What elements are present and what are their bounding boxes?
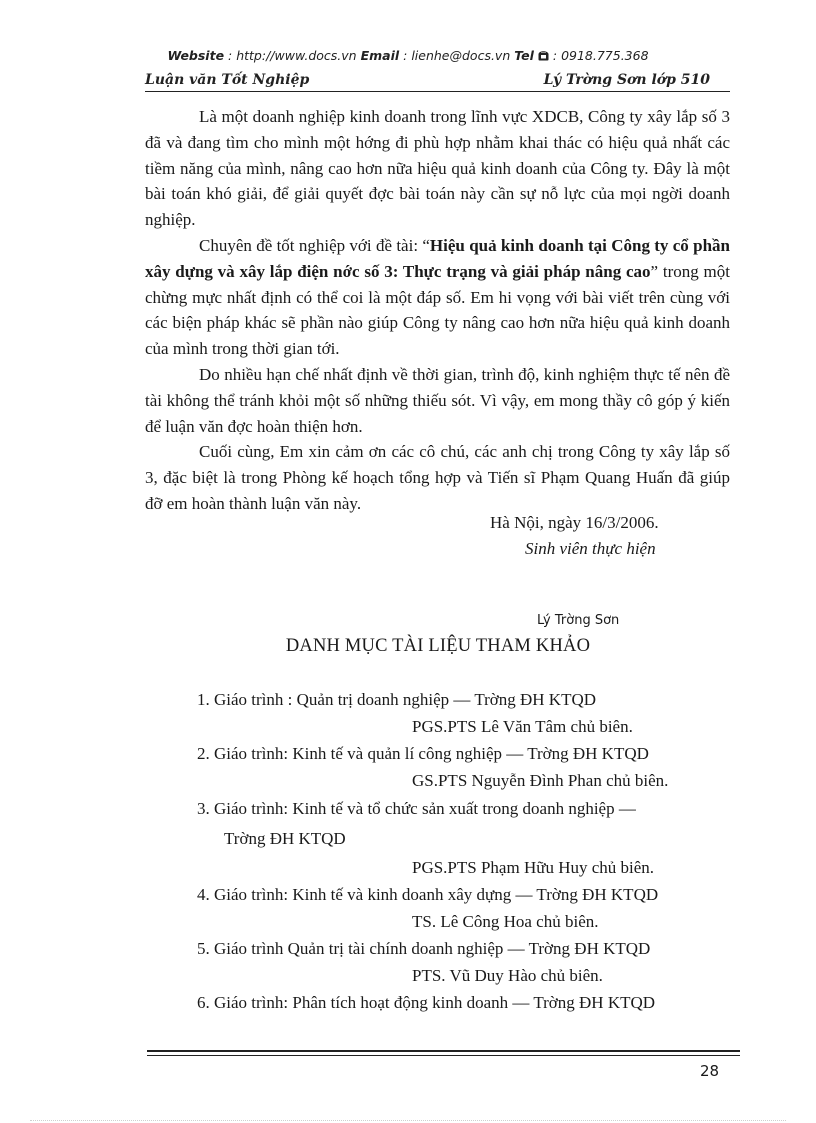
thesis-topic: Hiệu quả kinh doanh tại Công ty cổ phần xây dựng và xây lắp điện nớc số 3: Thực trạng và giải pháp nâng cao — [145, 235, 730, 281]
site-contact-header — [0, 48, 816, 64]
website-label: Website — [167, 48, 225, 63]
signature-place-date: Hà Nội, ngày 16/3/2006. — [490, 513, 659, 532]
references-list — [197, 686, 737, 1016]
page-edge-divider — [30, 1120, 786, 1121]
conclusion-body — [145, 104, 730, 517]
email-value: : lienhe@docs.vn — [399, 48, 515, 63]
paragraph-3: Do nhiều hạn chế nhất định về thời gian, trình độ, kinh nghiệm thực tế nên đề tài không thể tránh khỏi một số những thiếu sót. Vì vậy, em mong thầy cô góp ý kiến để luận văn đợc hoàn thiện hơn. — [145, 364, 730, 436]
paragraph-2 — [145, 233, 730, 362]
reference-text: 3. Giáo trình: Kinh tế và tổ chức sản xuất trong doanh nghiệp — — [197, 799, 636, 818]
reference-text: 1. Giáo trình : Quản trị doanh nghiệp — Trờng ĐH KTQD — [197, 690, 597, 709]
reference-text: 5. Giáo trình Quản trị tài chính doanh nghiệp — Trờng ĐH KTQD — [197, 939, 651, 958]
reference-author: GS.PTS Nguyễn Đình Phan chủ biên. — [412, 771, 669, 790]
reference-item — [197, 794, 737, 881]
email-label: Email — [360, 48, 400, 63]
reference-author: PGS.PTS Lê Văn Tâm chủ biên. — [412, 717, 633, 736]
running-header — [145, 70, 730, 92]
author-class-header: Lý Trờng Sơn lớp 510 — [543, 72, 710, 88]
tel-label: Tel — [514, 48, 534, 63]
references-title: DANH MỤC TÀI LIỆU THAM KHẢO — [285, 636, 591, 656]
reference-text: 4. Giáo trình: Kinh tế và kinh doanh xây dựng — Trờng ĐH KTQD — [197, 885, 659, 904]
reference-text: 2. Giáo trình: Kinh tế và quản lí công nghiệp — Trờng ĐH KTQD — [197, 744, 649, 763]
telephone-icon — [538, 49, 549, 64]
page-number: 28 — [700, 1062, 720, 1080]
footer-rule-thick — [147, 1050, 740, 1052]
reference-author: PTS. Vũ Duy Hào chủ biên. — [412, 966, 603, 985]
reference-item — [197, 989, 737, 1016]
tel-value: : 0918.775.368 — [548, 48, 649, 63]
reference-item — [197, 686, 737, 740]
signature-name: Lý Trờng Sơn — [537, 613, 620, 628]
reference-item — [197, 881, 737, 935]
thesis-title-header: Luận văn Tốt Nghiệp — [145, 72, 310, 88]
reference-author: PGS.PTS Phạm Hữu Huy chủ biên. — [412, 858, 655, 877]
paragraph-4: Cuối cùng, Em xin cảm ơn các cô chú, các anh chị trong Công ty xây lắp số 3, đặc biệt là trong Phòng kế hoạch tổng hợp và Tiến sĩ Phạm Quang Huấn đã giúp đỡ em hoàn thành luận văn này. — [145, 442, 730, 513]
signature-role: Sinh viên thực hiện — [525, 539, 656, 558]
reference-item — [197, 935, 737, 989]
reference-author: TS. Lê Công Hoa chủ biên. — [412, 912, 599, 931]
website-value: : http://www.docs.vn — [224, 48, 361, 63]
footer-rule-thin — [147, 1055, 740, 1056]
paragraph-1: Là một doanh nghiệp kinh doanh trong lĩnh vực XDCB, Công ty xây lắp số 3 đã và đang tìm cho mình một hớng đi phù hợp nhằm khai thác có hiệu quả nhất các tiềm năng của mình, nâng cao hơn nữa hiệu quả kinh doanh của Công ty. Đây là một bài toán khó giải, để giải quyết đợc bài toán này cần sự nỗ lực của mọi ngời doanh nghiệp. — [145, 107, 730, 230]
paragraph-2-lead: Chuyên đề tốt nghiệp với đề tài: “ — [199, 235, 430, 255]
reference-text: 6. Giáo trình: Phân tích hoạt động kinh doanh — Trờng ĐH KTQD — [197, 993, 656, 1012]
reference-item — [197, 740, 737, 794]
reference-text-continued: Trờng ĐH KTQD — [224, 829, 346, 848]
paragraph-2-rest: ” trong một chừng mực nhất định có thể coi là một đáp số. Em hi vọng với bài viết trên cùng với các biện pháp khác sẽ phần nào giúp Công ty nâng cao hơn nữa hiệu quả kinh doanh của mình trong thời gian tới. — [145, 261, 730, 359]
